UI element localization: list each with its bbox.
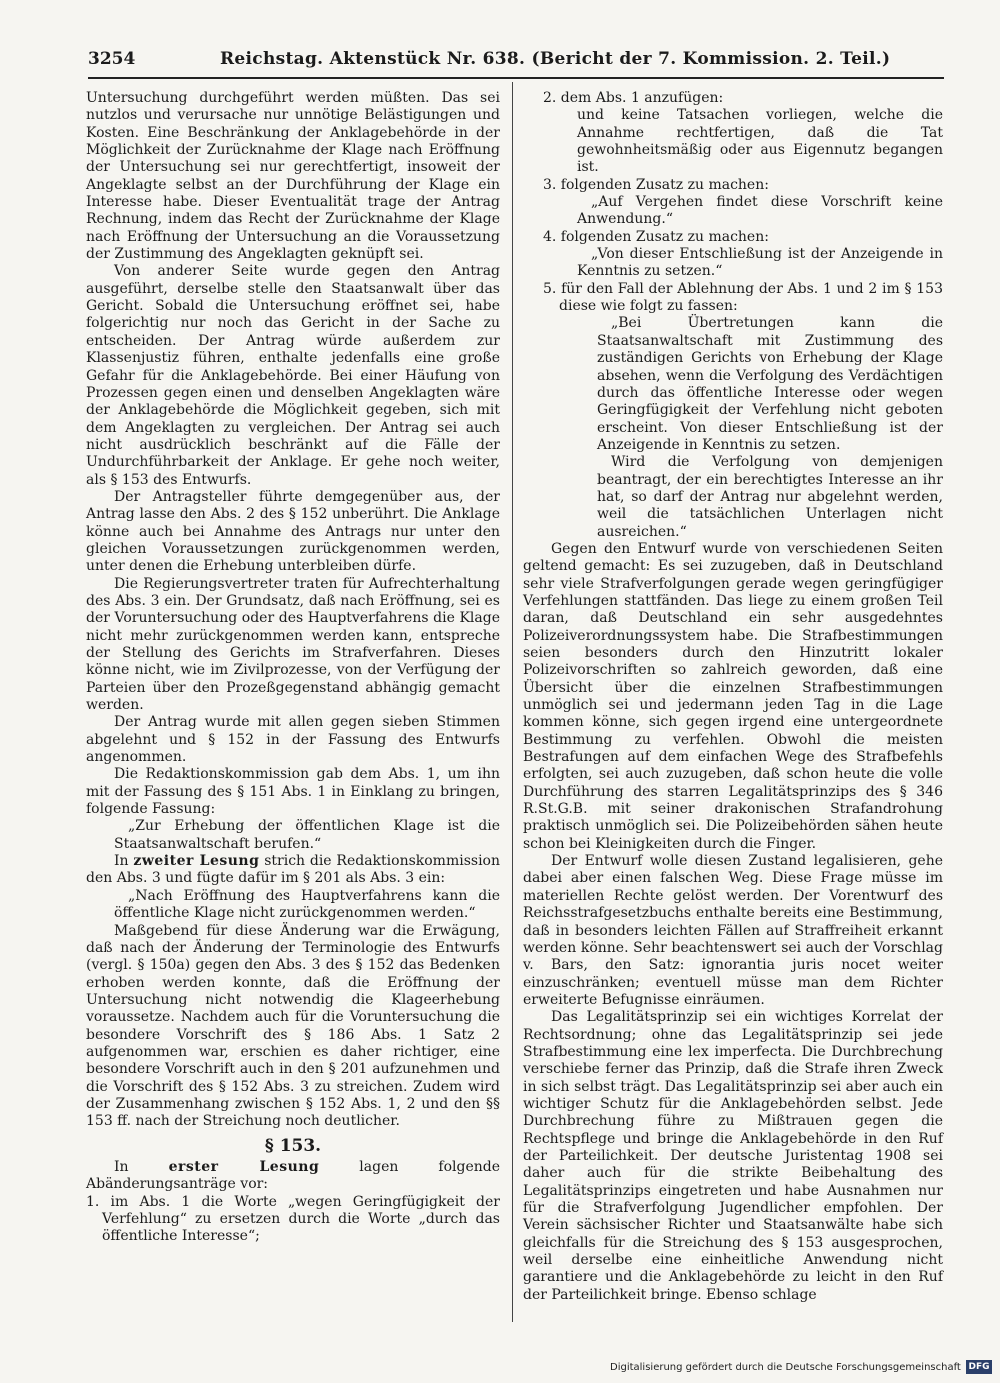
quote: „Nach Eröffnung des Hauptverfahrens kann die öffentliche Klage nicht zurückgenommen werden.“ — [114, 887, 500, 922]
left-column — [86, 90, 500, 1246]
page-number: 3254 — [88, 49, 136, 69]
quote: „Von dieser Entschließung ist der Anzeigende in Kenntnis zu setzen.“ — [577, 246, 943, 280]
quote: „Auf Vergehen findet diese Vorschrift keine Anwendung.“ — [577, 194, 943, 228]
list-item: 4. folgenden Zusatz zu machen: — [543, 228, 769, 245]
emphasis: zweiter Lesung — [133, 853, 260, 870]
paragraph: Untersuchung durchgeführt werden müßten. Das sei nutzlos und verursache nur unnötige Belästigungen und Kosten. Eine Beschränkung der Anklagebehörde in der Möglichkeit der Zurücknahme der Klage nach Eröffnung der Untersuchung sei nur gerechtfertigt, insoweit der Angeklagte selbst an der Durchführung der Klage ein Interesse habe. Dieser Eventualität trage der Antrag Rechnung, indem das Recht der Zurücknahme der Klage nach Eröffnung der Untersuchung an die Voraussetzung der Zustimmung des Angeklagten geknüpft sei. — [86, 90, 500, 263]
page-header — [88, 45, 940, 75]
paragraph: Maßgebend für diese Änderung war die Erwägung, daß nach der Änderung der Terminologie des Entwurfs (vergl. § 150a) gegen den Abs. 3 des § 152 das Bedenken erhoben werden konnte, daß die Eröffnung der Untersuchung nicht notwendig die Klageerhebung voraussetze. Nachdem auch für die Voruntersuchung die besondere Vorschrift des § 186 Abs. 1 Satz 2 aufgenommen war, erschien es daher richtiger, eine besondere Vorschrift auch in den § 201 aufzunehmen und die Vorschrift des § 152 Abs. 3 zu streichen. Zudem wird der Zusammenhang zwischen § 152 Abs. 1, 2 und den §§ 153 ff. nach der Streichung noch deutlicher. — [86, 922, 500, 1130]
paragraph: Das Legalitätsprinzip sei ein wichtiges Korrelat der Rechtsordnung; ohne das Legalitätsprinzip sei jede Strafbestimmung eine lex imperfecta. Die Durchbrechung verschiebe ferner das Prinzip, daß die Strafe ihren Zweck in sich selbst trägt. Das Legalitätsprinzip sei aber auch ein wichtiger Schutz für die Anklagebehörden selbst. Jede Durchbrechung führe zu Mißtrauen gegen die Rechtspflege und bringe die Anklagebehörde in den Ruf der Parteilichkeit. Der deutsche Juristentag 1908 sei daher auch für die strikte Beibehaltung des Legalitätsprinzips eingetreten und habe Ausnahmen nur für die Strafverfolgung Jugendlicher empfohlen. Der Verein sächsischer Richter und Staatsanwälte habe sich gleichfalls für die Streichung des § 153 ausgesprochen, weil derselbe eine einheitliche Anwendung nicht garantiere und die Anklagebehörde zu leicht in den Ruf der Parteilichkeit bringe. Ebenso schlage — [523, 1009, 943, 1303]
dfg-logo-icon: DFG — [966, 1360, 992, 1374]
paragraph: Die Regierungsvertreter traten für Aufrechterhaltung des Abs. 3 ein. Der Grundsatz, daß nach Eröffnung, sei es der Voruntersuchung oder des Hauptverfahrens die Klage nicht mehr zurückgenommen werden kann, entspreche der Stellung des Gerichts im Strafverfahren. Dieses könne nicht, wie im Zivilprozesse, von der Verfügung der Parteien über den Prozeßgegenstand abhängig gemacht werden. — [86, 575, 500, 714]
header-rule — [88, 77, 944, 79]
list-item: 5. für den Fall der Ablehnung der Abs. 1 und 2 im § 153 diese wie folgt zu fassen: — [543, 280, 943, 315]
list-item: 2. dem Abs. 1 anzufügen: — [543, 90, 724, 106]
text-run: In — [114, 1158, 169, 1175]
footer-credit: Digitalisierung gefördert durch die Deutsche Forschungsgemeinschaft — [610, 1362, 961, 1373]
paragraph: Von anderer Seite wurde gegen den Antrag ausgeführt, derselbe stelle den Staatsanwalt über das Gericht. Sobald die Untersuchung eröffnet sei, habe folgerichtig nur noch das Gericht in der Sache zu entscheiden. Der Antrag würde außerdem zur Klassenjustiz führen, enthalte jedenfalls eine große Gefahr für die Anklagebehörde. Bei einer Häufung von Prozessen gegen einen und denselben Angeklagten wäre der Anklagebehörde die Möglichkeit gegeben, sich mit dem Angeklagten zu vergleichen. Der Antrag sei auch nicht ausdrücklich beschränkt auf die Fälle der Undurchführbarkeit der Anklage. Er gehe noch weiter, als § 153 des Entwurfs. — [86, 263, 500, 488]
paragraph: Der Antrag wurde mit allen gegen sieben Stimmen abgelehnt und § 152 in der Fassung des Entwurfs angenommen. — [86, 714, 500, 766]
list-item-body: und keine Tatsachen vorliegen, welche die Annahme rechtfertigen, daß die Tat gewohnheitsmäßig oder aus Eigennutz begangen ist. — [577, 107, 943, 176]
section-heading: § 153. — [264, 1135, 322, 1156]
list-item: 1. im Abs. 1 die Worte „wegen Geringfügigkeit der Verfehlung“ zu ersetzen durch die Worte „durch das öffentliche Interesse“; — [86, 1193, 500, 1245]
quote: „Zur Erhebung der öffentlichen Klage ist die Staatsanwaltschaft berufen.“ — [114, 818, 500, 852]
list-item: 3. folgenden Zusatz zu machen: — [543, 176, 769, 193]
text-run: lagen folgende Abänderungsanträge vor: — [86, 1158, 501, 1193]
paragraph — [86, 1159, 500, 1194]
running-title: Reichstag. Aktenstück Nr. 638. (Bericht der 7. Kommission. 2. Teil.) — [220, 49, 891, 69]
quote: „Bei Übertretungen kann die Staatsanwaltschaft mit Zustimmung des zuständigen Gerichts von Erhebung der Klage absehen, wenn die Verfolgung des Verdächtigen durch das öffentliche Interesse oder wegen Geringfügigkeit der Verfehlung nicht geboten erscheint. Von dieser Entschließung ist der Anzeigende in Kenntnis zu setzen. — [597, 315, 943, 453]
column-divider — [512, 82, 513, 1322]
quote: Wird die Verfolgung von demjenigen beantragt, der ein berechtigtes Interesse an ihr hat, so darf der Antrag nur abgelehnt werden, weil die tatsächlichen Unterlagen nicht ausreichen.“ — [597, 454, 943, 540]
emphasis: erster Lesung — [168, 1158, 320, 1175]
paragraph: Der Antragsteller führte demgegenüber aus, der Antrag lasse den Abs. 2 des § 152 unberührt. Die Anklage könne auch bei Annahme des Antrags nur unter den gleichen Voraussetzungen zurückgenommen werden, unter denen die Erhebung unterbleiben dürfe. — [86, 488, 500, 575]
right-column — [523, 90, 943, 1304]
paragraph — [86, 853, 500, 888]
paragraph: Die Redaktionskommission gab dem Abs. 1, um ihn mit der Fassung des § 151 Abs. 1 in Einklang zu bringen, folgende Fassung: — [86, 766, 500, 818]
paragraph: Gegen den Entwurf wurde von verschiedenen Seiten geltend gemacht: Es sei zuzugeben, daß in Deutschland sehr viele Strafverfolgungen gerade wegen geringfügiger Verfehlungen stattfänden. Das liege zu einem großen Teil daran, daß Deutschland ein sehr ausgedehntes Polizeiverordnungssystem habe. Die Strafbestimmungen seien besonders durch den Hinzutritt lokaler Polizeivorschriften so zahlreich geworden, daß eine Übersicht über die einzelnen Strafbestimmungen unmöglich sei und jedermann jeden Tag in die Lage kommen könne, sich gegen irgend eine untergeordnete Bestimmung zu verfehlen. Obwohl die meisten Bestrafungen auf dem einfachen Wege des Strafbefehls erfolgten, sei auch zuzugeben, daß schon heute die volle Durchführung des starren Legalitätsprinzips des § 346 R.St.G.B. mit seiner drakonischen Strafandrohung praktisch unmöglich sei. Die Polizeibehörden sähen heute schon bei Kleinigkeiten durch die Finger. — [523, 540, 943, 852]
text-run: strich die Redaktionskommission den Abs. 3 und fügte dafür im § 201 als Abs. 3 ein: — [86, 853, 501, 887]
paragraph: Der Entwurf wolle diesen Zustand legalisieren, gehe dabei aber einen falschen Weg. Diese Frage müsse im materiellen Rechte gelöst werden. Der Vorentwurf des Reichsstrafgesetzbuchs enthalte bereits eine Bestimmung, daß in besonders leichten Fällen auf Straffreiheit erkannt werden könne. Sehr beachtenswert sei auch der Vorschlag v. Bars, den Satz: ignorantia juris nocet weiter einzuschränken; eventuell müsse man dem Richter erweiterte Befugnisse einräumen. — [523, 853, 943, 1008]
text-run: In — [114, 853, 134, 870]
